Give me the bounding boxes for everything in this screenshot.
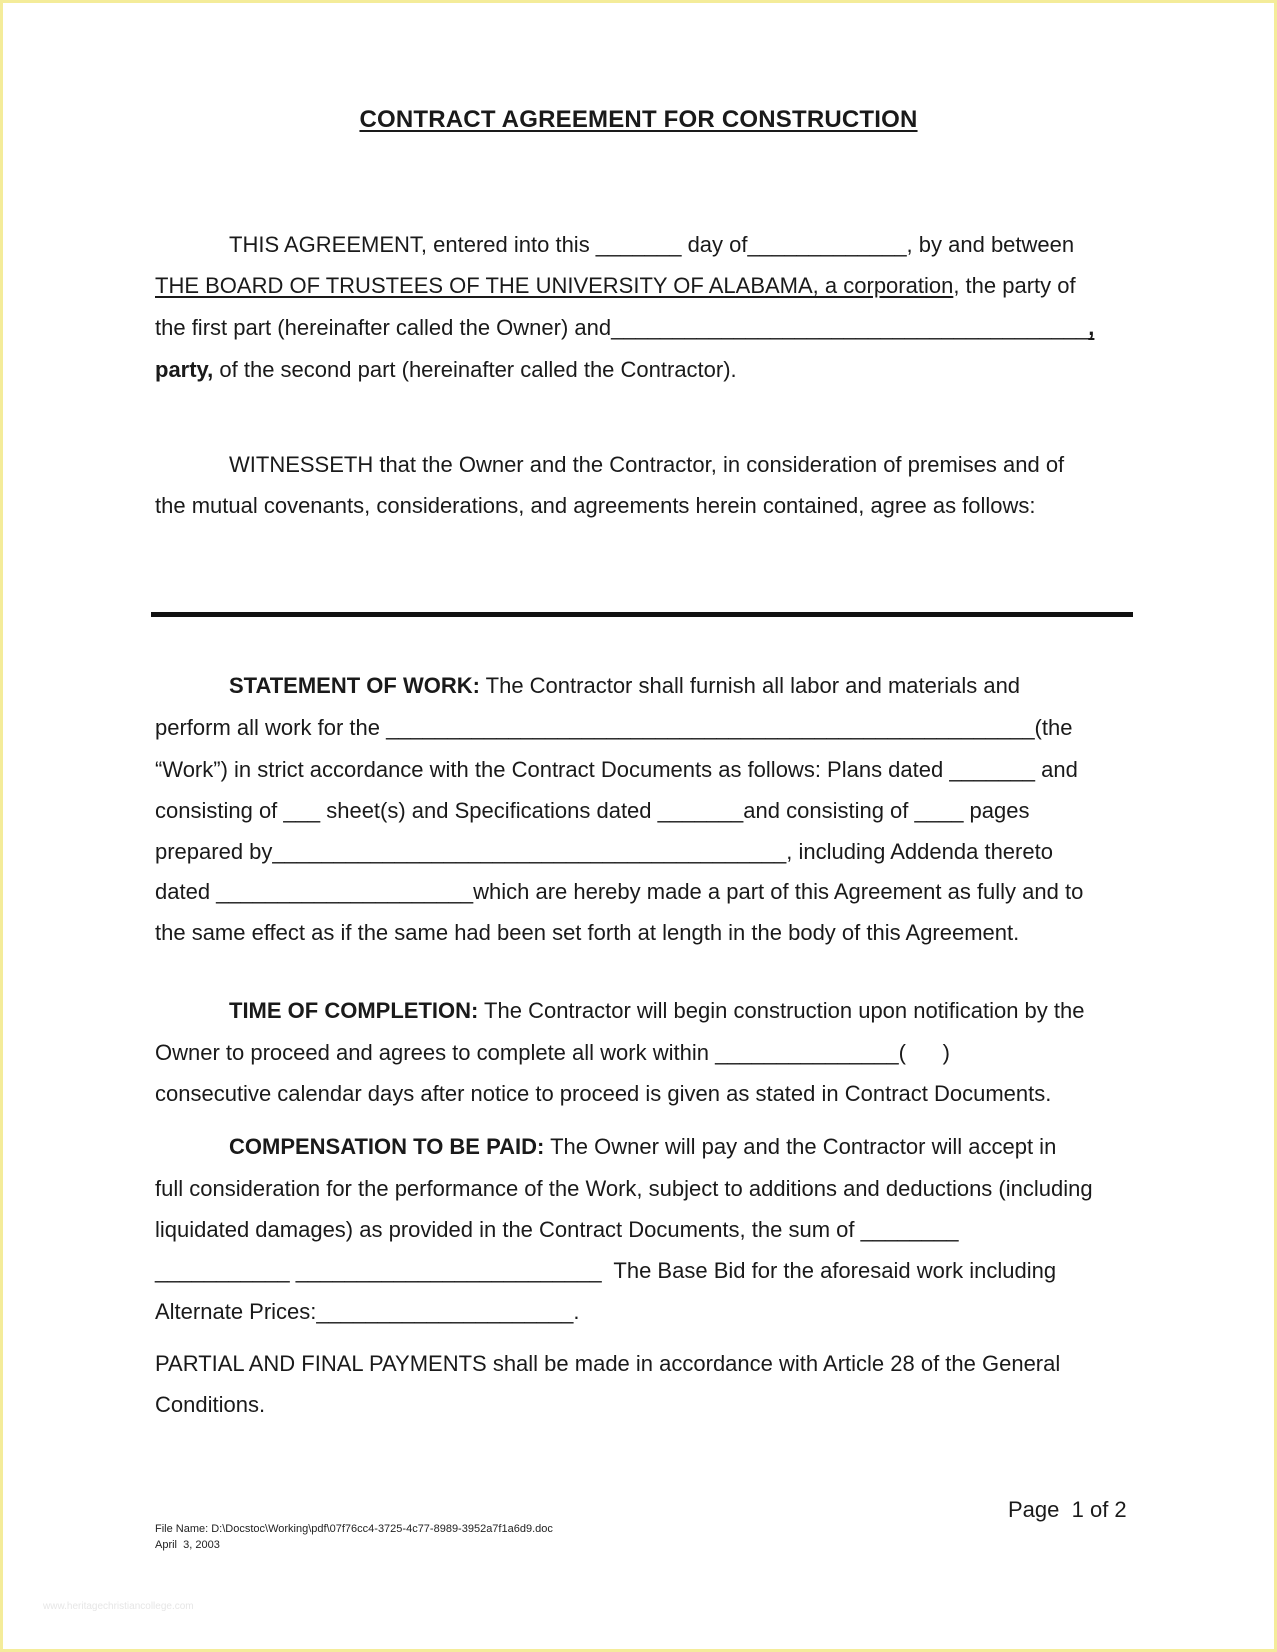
sow-line-7: the same effect as if the same had been set forth at length in the body of this Agreement. (155, 920, 1020, 945)
document-title: CONTRACT AGREEMENT FOR CONSTRUCTION (359, 106, 918, 133)
sow-line-2: perform all work for the _____________________________________________________(the (155, 715, 1073, 740)
toc-line-2: Owner to proceed and agrees to complete all work within _______________( ) (155, 1040, 950, 1065)
document-page (3, 3, 1274, 1649)
toc-heading: TIME OF COMPLETION: (229, 998, 479, 1023)
comp-line-5: Alternate Prices:_____________________. (155, 1299, 580, 1324)
sow-line-3: “Work”) in strict accordance with the Contract Documents as follows: Plans dated _______ and (155, 757, 1078, 782)
watermark-text: www.heritagechristiancollege.com (43, 1601, 194, 1612)
payments-line-1: PARTIAL AND FINAL PAYMENTS shall be made in accordance with Article 28 of the General (155, 1351, 1061, 1376)
payments-line-2: Conditions. (155, 1392, 266, 1417)
party-label: party, (155, 357, 214, 382)
comp-heading: COMPENSATION TO BE PAID: (229, 1134, 545, 1159)
section-divider (151, 612, 1133, 617)
intro-line-3-comma: , (1088, 315, 1095, 340)
intro-line-3-text: the first part (hereinafter called the Owner) and_______________________________________ (155, 315, 1089, 340)
page-number: Page 1 of 2 (1008, 1497, 1127, 1522)
footer-file-name: File Name: D:\Docstoc\Working\pdf\07f76cc4-3725-4c77-8989-3952a7f1a6d9.doc (155, 1523, 553, 1535)
toc-line-1 (229, 998, 1085, 1024)
owner-name: THE BOARD OF TRUSTEES OF THE UNIVERSITY OF ALABAMA, a corporation (155, 273, 954, 298)
toc-line-3: consecutive calendar days after notice to proceed is given as stated in Contract Documents. (155, 1081, 1052, 1106)
intro-line-3 (155, 315, 1094, 341)
sow-line-6: dated _____________________which are hereby made a part of this Agreement as fully and to (155, 879, 1084, 904)
intro-line-4 (155, 357, 737, 383)
sow-line-1-text: The Contractor shall furnish all labor and materials and (479, 673, 1021, 698)
intro-line-2 (155, 273, 1076, 299)
witnesseth-line-1: WITNESSETH that the Owner and the Contractor, in consideration of premises and of (229, 452, 1065, 477)
comp-line-4: ___________ _________________________ The Base Bid for the aforesaid work including (155, 1258, 1057, 1283)
sow-line-5: prepared by__________________________________________, including Addenda thereto (155, 839, 1053, 864)
sow-heading: STATEMENT OF WORK: (229, 673, 480, 698)
comp-line-1 (229, 1134, 1056, 1160)
intro-line-1: THIS AGREEMENT, entered into this _______ day of_____________, by and between (229, 232, 1075, 257)
comp-line-1-text: The Owner will pay and the Contractor will accept in (544, 1134, 1057, 1159)
intro-line-4-rest: of the second part (hereinafter called the Contractor). (213, 357, 737, 382)
sow-line-4: consisting of ___ sheet(s) and Specifications dated _______and consisting of ____ pages (155, 798, 1030, 823)
comp-line-2: full consideration for the performance of the Work, subject to additions and deductions (including (155, 1176, 1093, 1201)
sow-line-1 (229, 673, 1020, 699)
comp-line-3: liquidated damages) as provided in the Contract Documents, the sum of ________ (155, 1217, 959, 1242)
footer-date: April 3, 2003 (155, 1539, 220, 1551)
witnesseth-line-2: the mutual covenants, considerations, and agreements herein contained, agree as follows: (155, 493, 1036, 518)
intro-line-2-rest: , the party of (953, 273, 1076, 298)
toc-line-1-text: The Contractor will begin construction upon notification by the (478, 998, 1085, 1023)
